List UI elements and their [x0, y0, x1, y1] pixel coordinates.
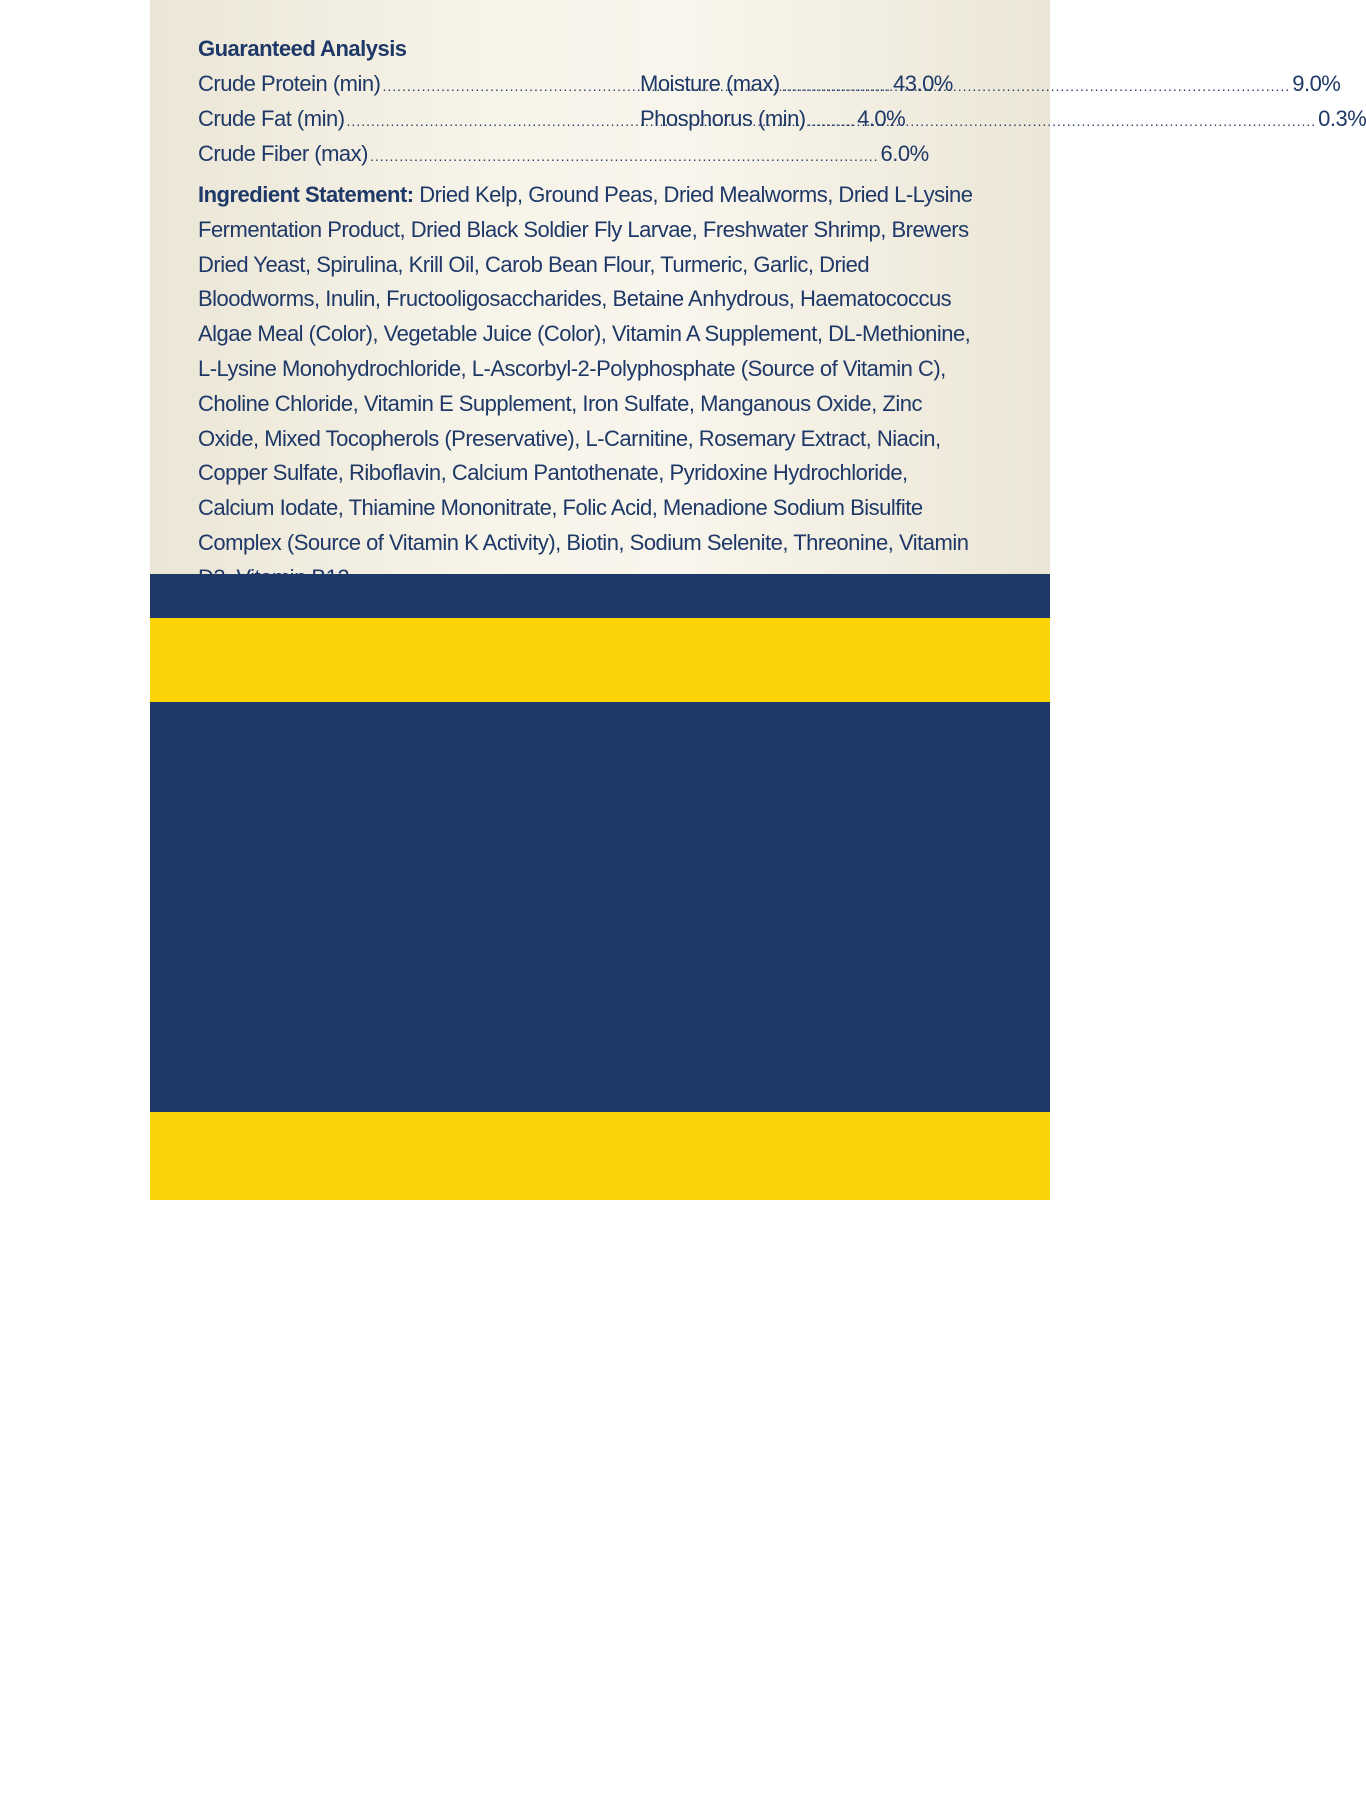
product-label-panel — [150, 0, 1366, 1789]
dot-leader — [370, 137, 879, 173]
guarantee-line-trademark-owner: trademarks of Central Garden & Pet Company — [538, 1693, 973, 1719]
analysis-row-phosphorus — [640, 102, 1366, 136]
nutrition-info-section — [150, 0, 1366, 574]
analysis-name: Phosphorus (min) — [640, 106, 806, 131]
guarantee-line-address: 5401 W Oakwood Park Dr., Franklin, WI 53132 — [532, 1589, 973, 1615]
analysis-value: 6.0% — [880, 141, 929, 166]
guarantee-line-division: (Division of Central Garden & Pet Company) — [556, 1554, 973, 1580]
analysis-row-moisture — [640, 67, 1341, 101]
guarantee-line-trademarks: Aqueon, It’s all about the fish, and Nutrinsect are — [519, 1658, 973, 1684]
satisfaction-guarantee-block — [413, 1446, 973, 1794]
guarantee-line-phone: 888-255-4572 — [840, 1623, 973, 1649]
analysis-name: Crude Fiber (max) — [198, 141, 368, 166]
analysis-value: 0.3% — [1318, 106, 1366, 131]
dot-leader — [808, 102, 1317, 138]
satisfaction-guarantee-title: Satisfaction Guarantee: — [735, 1450, 973, 1475]
guaranteed-analysis-title: Guaranteed Analysis — [198, 36, 407, 61]
navy-stripe-top — [150, 574, 1050, 618]
yellow-stripe-bottom — [150, 1112, 1050, 1200]
yellow-stripe-middle — [150, 618, 1050, 702]
guarantee-line-distributor: Distributed by Central Aquatics — [684, 1519, 973, 1545]
analysis-name: Moisture (max) — [640, 71, 780, 96]
analysis-name: Crude Fat (min) — [198, 106, 345, 131]
analysis-value: 9.0% — [1292, 71, 1341, 96]
ingredient-statement — [198, 178, 988, 596]
ingredient-statement-text: Dried Kelp, Ground Peas, Dried Mealworms, Dried L-Lysine Fermentation Product, Dried Black Soldier Fly Larvae, Freshwater Shrimp, Brewers Dried Yeast, Spirulina, Krill Oil, Carob Bean Flour, Turmeric, Garlic, Dried Bloodworms, Inulin, Fructooligosaccharides, Betaine Anhydrous, Haematococcus Algae Meal (Color), Vegetable Juice (Color), Vitamin A Supplement, DL-Methionine, L-Lysine Monohydrochloride, L-Ascorbyl-2-Polyphosphate (Source of Vitamin C), Choline Chloride, Vitamin E Supplement, Iron Sulfate, Manganous Oxide, Zinc Oxide, Mixed Tocopherols (Preservative), L-Carnitine, Rosemary Extract, Niacin, Copper Sulfate, Riboflavin, Calcium Pantothenate, Pyridoxine Hydrochloride, Calcium Iodate, Thiamine Mononitrate, Folic Acid, Menadione Sodium Bisulfite Complex (Source of Vitamin K Activity), Biotin, Sodium Selenite, Threonine, Vitamin — [198, 182, 973, 555]
guarantee-line-origin: Made in Czech Republic — [743, 1763, 973, 1789]
analysis-name: Crude Protein (min) — [198, 71, 381, 96]
dot-leader — [782, 67, 1291, 103]
analysis-value: 43.0% — [892, 71, 953, 96]
guarantee-line-details: Visit aqueon.com for details. — [708, 1484, 973, 1510]
analysis-value: 4.0% — [857, 106, 906, 131]
analysis-row-crude-fiber — [198, 137, 929, 171]
company-info-section — [150, 702, 1050, 1789]
ingredient-statement-label: Ingredient Statement: — [198, 182, 414, 207]
guarantee-line-copyright: © 2022 Central Garden & Pet Company — [599, 1728, 973, 1754]
